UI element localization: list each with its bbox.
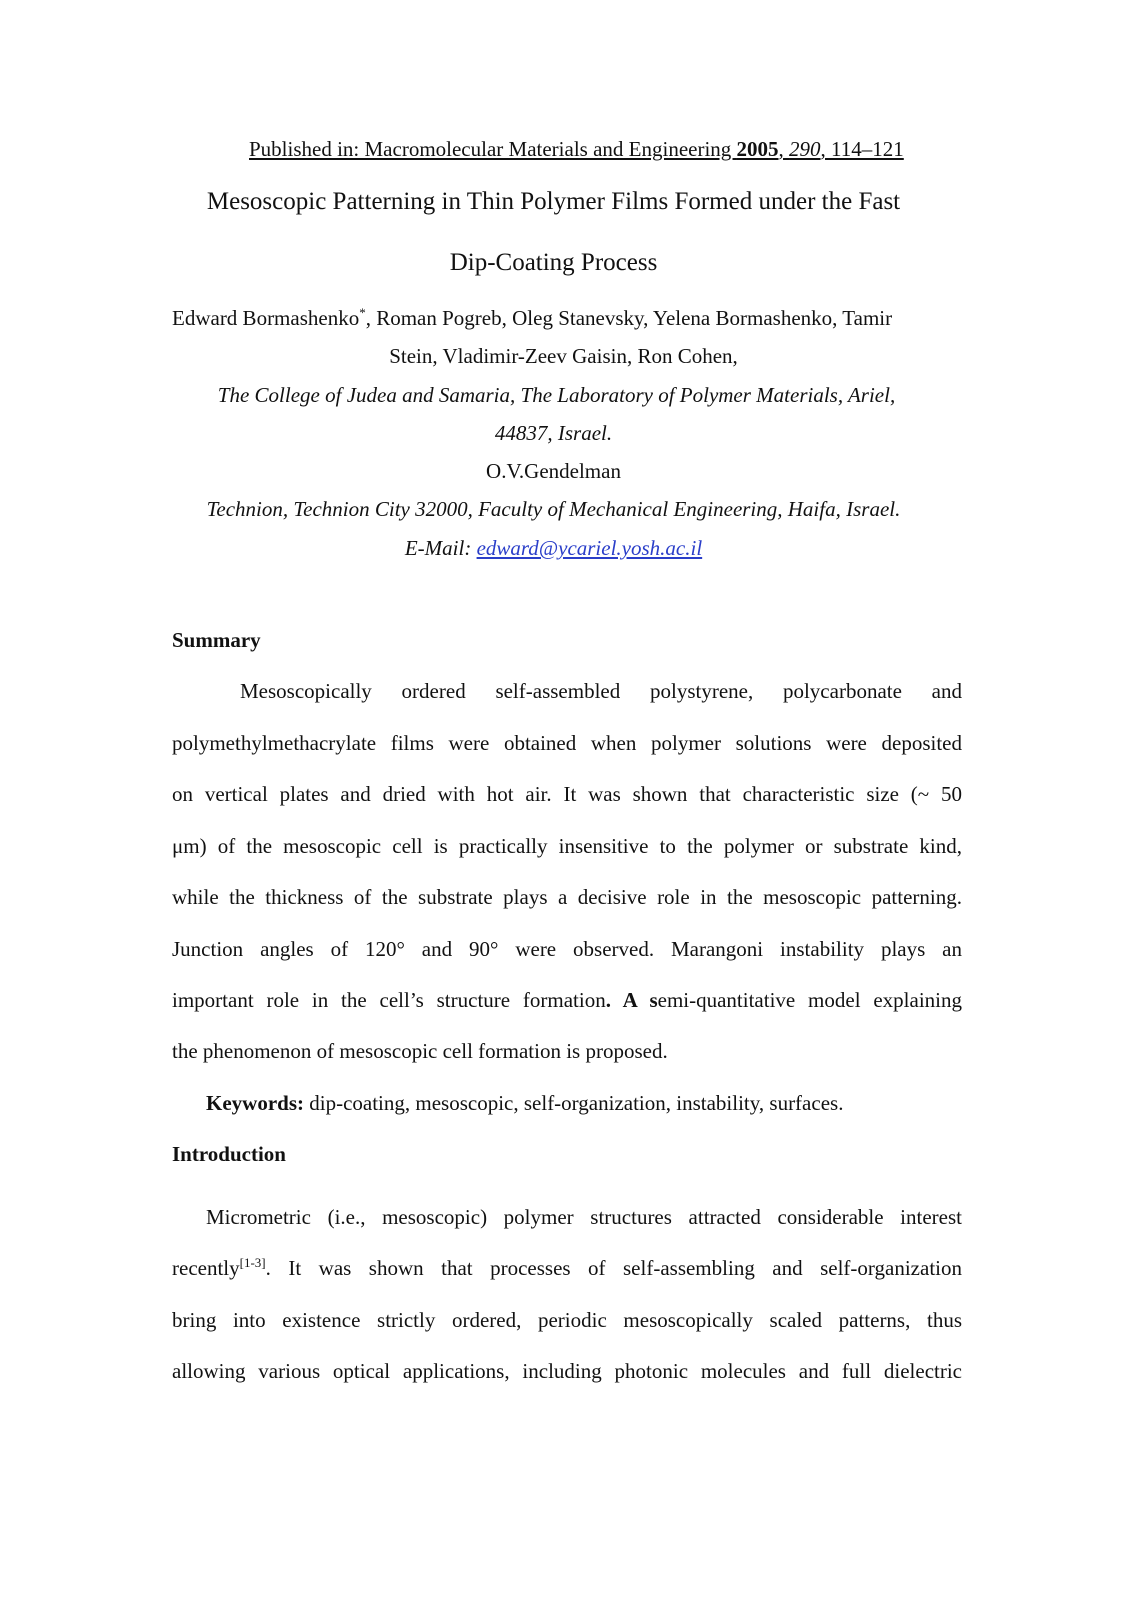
authors-line-2: Stein, Vladimir-Zeev Gaisin, Ron Cohen, xyxy=(389,344,738,368)
summary-line-2: polymethylmethacrylate films were obtained when polymer solutions were deposited xyxy=(172,731,962,755)
corresponding-author-mark: * xyxy=(359,305,366,320)
publication-pages: , 114–121 xyxy=(820,137,904,161)
intro-line-2: recently[1-3]. It was shown that processes of self-assembling and self-organization xyxy=(172,1255,962,1280)
email-line xyxy=(0,536,1119,561)
paper-title-line-1: Mesoscopic Patterning in Thin Polymer Films Formed under the Fast xyxy=(206,188,901,215)
publication-info xyxy=(249,137,904,162)
intro-line-3: bring into existence strictly ordered, periodic mesoscopically scaled patterns, thus xyxy=(172,1308,962,1332)
publication-volume: 290 xyxy=(789,137,821,161)
intro-line-4: allowing various optical applications, including photonic molecules and full dielectric xyxy=(172,1359,962,1383)
affiliation-1-line-1: The College of Judea and Samaria, The Laboratory of Polymer Materials, Ariel, xyxy=(217,383,896,407)
summary-heading: Summary xyxy=(172,628,261,652)
summary-line-8: the phenomenon of mesoscopic cell formation is proposed. xyxy=(172,1039,668,1063)
affiliation-2: Technion, Technion City 32000, Faculty of Mechanical Engineering, Haifa, Israel. xyxy=(206,497,901,521)
introduction-heading: Introduction xyxy=(172,1142,286,1166)
keywords-line xyxy=(206,1091,843,1116)
journal-name: Published in: Macromolecular Materials and Engineering xyxy=(249,137,737,161)
pub-separator: , xyxy=(778,137,790,161)
summary-line-5: while the thickness of the substrate plays a decisive role in the mesoscopic patterning. xyxy=(172,885,962,909)
citation-ref: [1-3] xyxy=(239,1255,266,1270)
keywords-label: Keywords: xyxy=(206,1091,304,1115)
summary-line-4: μm) of the mesoscopic cell is practically insensitive to the polymer or substrate kind, xyxy=(172,834,962,858)
summary-line-3: on vertical plates and dried with hot air. It was shown that characteristic size (~ 50 xyxy=(172,782,962,806)
summary-line-6: Junction angles of 120° and 90° were observed. Marangoni instability plays an xyxy=(172,937,962,961)
authors-line-1: Edward Bormashenko*, Roman Pogreb, Oleg Stanevsky, Yelena Bormashenko, Tamir xyxy=(172,305,893,330)
summary-line-1: Mesoscopically ordered self-assembled polystyrene, polycarbonate and xyxy=(240,679,962,703)
publication-year: 2005 xyxy=(736,137,779,161)
paper-title-line-2: Dip-Coating Process xyxy=(449,249,658,276)
intro-line-1: Micrometric (i.e., mesoscopic) polymer structures attracted considerable interest xyxy=(206,1205,962,1229)
summary-line-7: important role in the cell’s structure formation. A semi-quantitative model explaining xyxy=(172,988,962,1012)
affiliation-1-line-2: 44837, Israel. xyxy=(494,421,613,445)
email-label: E-Mail: xyxy=(404,536,477,560)
email-link[interactable]: edward@ycariel.yosh.ac.il xyxy=(476,536,703,560)
author-gendelman: O.V.Gendelman xyxy=(486,459,621,483)
keywords-text: dip-coating, mesoscopic, self-organization, instability, surfaces. xyxy=(304,1091,844,1115)
